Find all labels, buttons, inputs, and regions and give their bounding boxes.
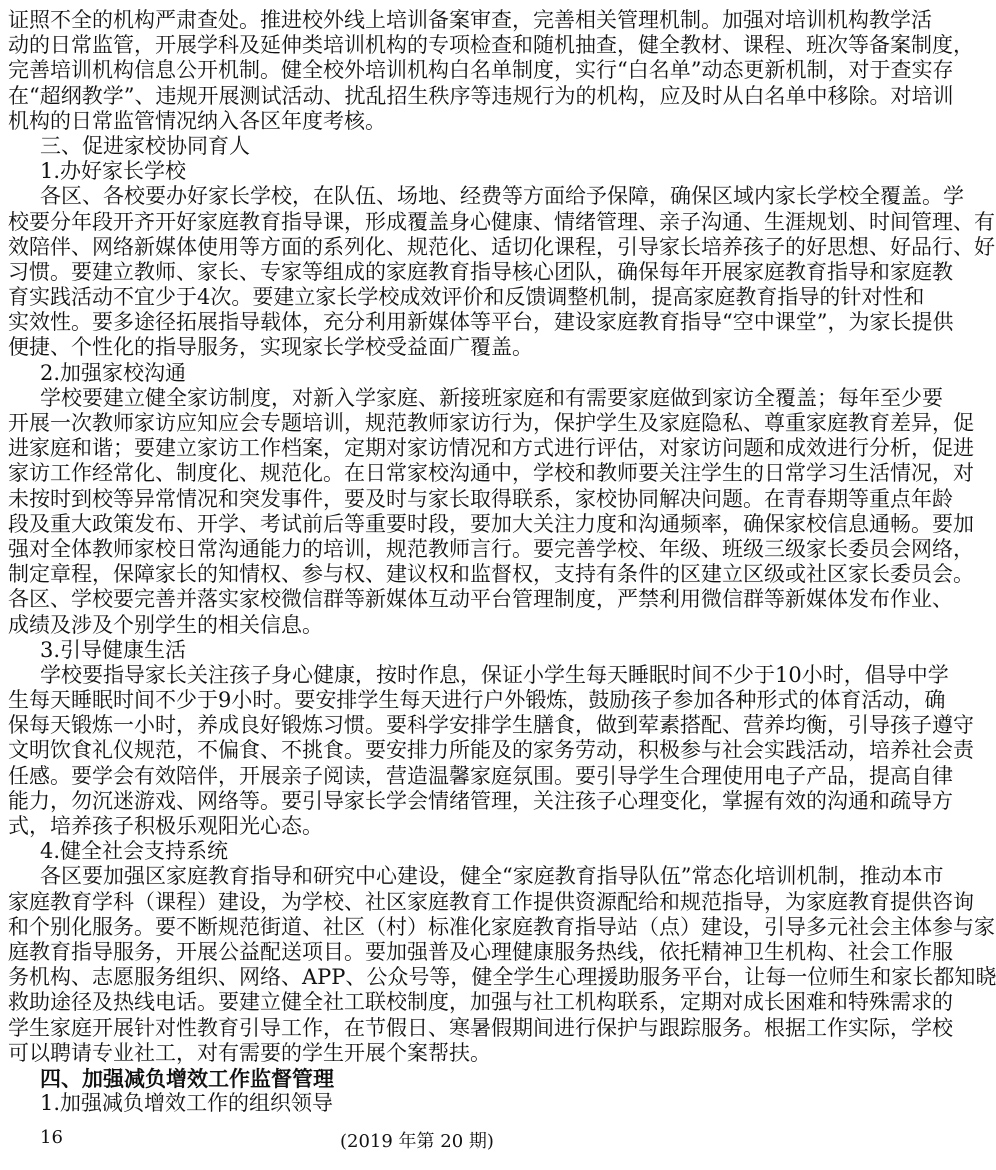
section-heading — [8, 638, 816, 663]
section-heading — [8, 159, 816, 184]
text-line: 制定章程，保障家长的知情权、参与权、建议权和监督权，支持有条件的区建立区级或社区家长委员会。 — [8, 562, 974, 587]
text-line: 救助途径及热线电话。要建立健全社工联校制度，加强与社工机构联系，定期对成长困难和特殊需求的 — [8, 990, 953, 1015]
paragraph — [8, 864, 996, 1066]
text-line: 各区要加强区家庭教育指导和研究中心建设，健全“家庭教育指导队伍”常态化培训机制，推动本市 — [40, 864, 944, 889]
heading-text: 2.加强家校沟通 — [40, 360, 187, 385]
text-line: 任感。要学会有效陪伴，开展亲子阅读，营造温馨家庭氛围。要引导学生合理使用电子产品，提高自律 — [8, 763, 953, 788]
text-line: 完善培训机构信息公开机制。健全校外培训机构白名单制度，实行“白名单”动态更新机制，对于查实存 — [8, 58, 954, 83]
text-line: 式，培养孩子积极乐观阳光心态。 — [8, 814, 323, 838]
text-line: 学校要建立健全家访制度，对新入学家庭、新接班家庭和有需要家庭做到家访全覆盖；每年至少要 — [40, 385, 943, 410]
paragraph — [8, 8, 974, 134]
issue-label: (2019 年第 20 期) — [340, 1131, 494, 1152]
text-line: 效陪伴、网络新媒体使用等方面的系列化、规范化、适切化课程，引导家长培养孩子的好思想、好品行、好 — [8, 234, 995, 259]
text-line: 在“超纲教学”、违规开展测试活动、扰乱招生秩序等违规行为的机构，应及时从白名单中移除。对培训 — [8, 83, 954, 108]
text-line: 学校要指导家长关注孩子身心健康，按时作息，保证小学生每天睡眠时间不少于10小时，倡导中学 — [40, 662, 949, 687]
paragraph — [8, 184, 995, 360]
page-number: 16 — [40, 1127, 63, 1148]
heading-text: 四、加强减负增效工作监督管理 — [40, 1065, 334, 1091]
heading-text: 3.引导健康生活 — [40, 637, 187, 662]
heading-text: 1.加强减负增效工作的组织领导 — [40, 1091, 334, 1116]
section-heading — [8, 134, 816, 159]
text-line: 动的日常监管，开展学科及延伸类培训机构的专项检查和随机抽查，健全教材、课程、班次等备案制度， — [8, 33, 974, 58]
section-heading — [8, 1091, 816, 1116]
text-line: 段及重大政策发布、开学、考试前后等重要时段，要加大关注力度和沟通频率，确保家校信息通畅。要加 — [8, 511, 974, 536]
document-body — [8, 8, 996, 1116]
section-heading — [8, 839, 816, 864]
text-line: 未按时到校等异常情况和突发事件，要及时与家长取得联系，家校协同解决问题。在青春期等重点年龄 — [8, 486, 953, 511]
text-line: 学生家庭开展针对性教育引导工作，在节假日、寒暑假期间进行保护与跟踪服务。根据工作实际，学校 — [8, 1015, 953, 1040]
page-footer — [0, 1127, 827, 1153]
text-line: 可以聘请专业社工，对有需要的学生开展个案帮扶。 — [8, 1040, 491, 1065]
heading-text: 4.健全社会支持系统 — [40, 839, 229, 864]
paragraph — [8, 385, 974, 638]
text-line: 务机构、志愿服务组织、网络、APP、公众号等，健全学生心理援助服务平台，让每一位师生和家长都知晓 — [8, 965, 996, 990]
text-line: 成绩及涉及个别学生的相关信息。 — [8, 612, 323, 637]
text-line: 文明饮食礼仪规范，不偏食、不挑食。要安排力所能及的家务劳动，积极参与社会实践活动，培养社会责 — [8, 738, 974, 763]
text-line: 开展一次教师家访应知应会专题培训，规范教师家访行为，保护学生及家庭隐私、尊重家庭教育差异，促 — [8, 411, 974, 435]
text-line: 各区、各校要办好家长学校，在队伍、场地、经费等方面给予保障，确保区域内家长学校全覆盖。学 — [40, 184, 964, 209]
text-line: 各区、学校要完善并落实家校微信群等新媒体互动平台管理制度，严禁利用微信群等新媒体发布作业、 — [8, 587, 953, 612]
text-line: 和个别化服务。要不断规范街道、社区（村）标准化家庭教育指导站（点）建设，引导多元社会主体参与家 — [8, 914, 995, 939]
text-line: 强对全体教师家校日常沟通能力的培训，规范教师言行。要完善学校、年级、班级三级家长委员会网络， — [8, 536, 974, 561]
section-heading — [8, 361, 816, 386]
text-line: 能力，勿沉迷游戏、网络等。要引导家长学会情绪管理，关注孩子心理变化，掌握有效的沟通和疏导方 — [8, 788, 953, 813]
text-line: 育实践活动不宜少于4次。要建立家长学校成效评价和反馈调整机制，提高家庭教育指导的针对性和 — [8, 285, 925, 310]
text-line: 证照不全的机构严肃查处。推进校外线上培训备案审查，完善相关管理机制。加强对培训机构教学活 — [8, 8, 932, 32]
text-line: 习惯。要建立教师、家长、专家等组成的家庭教育指导核心团队，确保每年开展家庭教育指导和家庭教 — [8, 259, 953, 284]
text-line: 进家庭和谐；要建立家访工作档案，定期对家访情况和方式进行评估，对家访问题和成效进行分析，促进 — [8, 436, 974, 461]
section-heading — [8, 1066, 816, 1091]
text-line: 庭教育指导服务，开展公益配送项目。要加强普及心理健康服务热线，依托精神卫生机构、社会工作服 — [8, 939, 953, 964]
heading-text: 三、促进家校协同育人 — [40, 133, 250, 158]
text-line: 家庭教育学科（课程）建设，为学校、社区家庭教育工作提供资源配给和规范指导，为家庭教育提供咨询 — [8, 889, 974, 914]
text-line: 便捷、个性化的指导服务，实现家长学校受益面广覆盖。 — [8, 335, 533, 360]
heading-text: 1.办好家长学校 — [40, 159, 187, 184]
text-line: 实效性。要多途径拓展指导载体，充分利用新媒体等平台，建设家庭教育指导“空中课堂”，为家长提供 — [8, 310, 954, 335]
text-line: 家访工作经常化、制度化、规范化。在日常家校沟通中，学校和教师要关注学生的日常学习生活情况，对 — [8, 461, 974, 486]
text-line: 生每天睡眠时间不少于9小时。要安排学生每天进行户外锻炼，鼓励孩子参加各种形式的体育活动，确 — [8, 688, 946, 713]
text-line: 保每天锻炼一小时，养成良好锻炼习惯。要科学安排学生膳食，做到荤素搭配、营养均衡，引导孩子遵守 — [8, 713, 974, 738]
text-line: 校要分年段开齐开好家庭教育指导课，形成覆盖身心健康、情绪管理、亲子沟通、生涯规划、时间管理、有 — [8, 209, 995, 234]
paragraph — [8, 662, 974, 839]
text-line: 机构的日常监管情况纳入各区年度考核。 — [8, 108, 386, 133]
